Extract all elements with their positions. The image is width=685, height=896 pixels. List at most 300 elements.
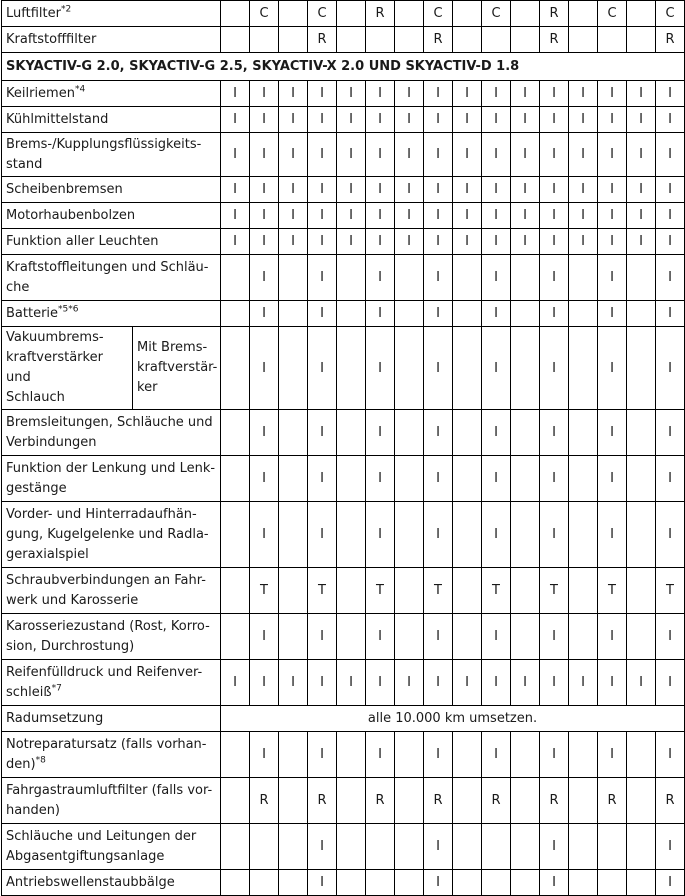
- interval-cell: [627, 778, 656, 824]
- interval-cell: I: [250, 203, 279, 229]
- interval-cell: I: [540, 301, 569, 327]
- interval-cell: I: [308, 229, 337, 255]
- row-label: [2, 410, 221, 456]
- interval-cell: R: [656, 27, 685, 53]
- interval-cell: I: [511, 133, 540, 177]
- interval-cell: I: [453, 177, 482, 203]
- interval-cell: I: [250, 502, 279, 568]
- interval-cell: R: [540, 778, 569, 824]
- interval-cell: [221, 502, 250, 568]
- row-label: [2, 177, 221, 203]
- table-row: [2, 177, 685, 203]
- row-label-text: Vorder- und Hinterradaufhän- gung, Kugelgelenke und Radla- geraxialspiel: [6, 506, 209, 562]
- interval-cell: [511, 255, 540, 301]
- interval-cell: [569, 1, 598, 27]
- interval-cell: R: [424, 27, 453, 53]
- interval-cell: [250, 27, 279, 53]
- interval-cell: [511, 732, 540, 778]
- row-label-text: Batterie: [6, 305, 59, 321]
- table-row: [2, 81, 685, 107]
- interval-cell: [511, 502, 540, 568]
- row-label: [2, 456, 221, 502]
- interval-cell: [337, 27, 366, 53]
- interval-cell: I: [279, 81, 308, 107]
- interval-cell: I: [598, 255, 627, 301]
- interval-cell: I: [250, 327, 279, 410]
- interval-cell: I: [424, 229, 453, 255]
- interval-cell: [337, 870, 366, 896]
- interval-cell: [453, 502, 482, 568]
- interval-cell: I: [598, 327, 627, 410]
- interval-cell: [569, 732, 598, 778]
- row-label-text: Karosseriezustand (Rost, Korro- sion, Durchrostung): [6, 618, 210, 654]
- table-row: [2, 27, 685, 53]
- interval-cell: [395, 410, 424, 456]
- interval-cell: [221, 614, 250, 660]
- interval-cell: [221, 327, 250, 410]
- table-row: [2, 778, 685, 824]
- interval-cell: [279, 27, 308, 53]
- interval-cell: C: [598, 1, 627, 27]
- table-row: [2, 824, 685, 870]
- interval-cell: I: [598, 177, 627, 203]
- interval-cell: I: [424, 614, 453, 660]
- interval-cell: [569, 614, 598, 660]
- interval-cell: I: [308, 614, 337, 660]
- interval-cell: [627, 502, 656, 568]
- interval-cell: R: [540, 1, 569, 27]
- interval-cell: [627, 614, 656, 660]
- interval-cell: [569, 502, 598, 568]
- interval-cell: [395, 568, 424, 614]
- interval-cell: I: [656, 229, 685, 255]
- interval-cell: I: [540, 177, 569, 203]
- interval-cell: I: [395, 203, 424, 229]
- interval-cell: [279, 732, 308, 778]
- interval-cell: [221, 27, 250, 53]
- interval-cell: I: [569, 203, 598, 229]
- interval-cell: I: [366, 732, 395, 778]
- section-header-row: [2, 53, 685, 81]
- interval-cell: I: [366, 614, 395, 660]
- interval-cell: [279, 1, 308, 27]
- interval-cell: [337, 301, 366, 327]
- interval-cell: I: [569, 107, 598, 133]
- interval-cell: I: [511, 660, 540, 706]
- interval-cell: I: [424, 81, 453, 107]
- interval-cell: I: [656, 660, 685, 706]
- interval-cell: [337, 824, 366, 870]
- interval-cell: I: [482, 177, 511, 203]
- interval-cell: [221, 824, 250, 870]
- interval-cell: [627, 824, 656, 870]
- interval-cell: I: [366, 255, 395, 301]
- interval-cell: I: [627, 660, 656, 706]
- interval-cell: I: [279, 660, 308, 706]
- interval-cell: I: [221, 177, 250, 203]
- interval-cell: [569, 27, 598, 53]
- interval-cell: I: [627, 81, 656, 107]
- interval-cell: [511, 27, 540, 53]
- interval-cell: R: [308, 27, 337, 53]
- interval-cell: I: [482, 81, 511, 107]
- interval-cell: I: [598, 502, 627, 568]
- interval-cell: [221, 301, 250, 327]
- table-row: [2, 870, 685, 896]
- interval-cell: I: [424, 456, 453, 502]
- row-sublabel-text: Mit Brems- kraftverstär- ker: [137, 340, 218, 395]
- interval-cell: I: [250, 107, 279, 133]
- interval-cell: I: [656, 502, 685, 568]
- table-row: [2, 255, 685, 301]
- table-row: [2, 301, 685, 327]
- interval-cell: [337, 614, 366, 660]
- interval-cell: I: [279, 229, 308, 255]
- interval-cell: [569, 824, 598, 870]
- interval-cell: T: [540, 568, 569, 614]
- interval-cell: I: [627, 203, 656, 229]
- interval-cell: I: [366, 203, 395, 229]
- interval-cell: I: [395, 229, 424, 255]
- interval-cell: [511, 327, 540, 410]
- interval-cell: I: [627, 107, 656, 133]
- interval-cell: I: [656, 81, 685, 107]
- interval-cell: I: [540, 81, 569, 107]
- footnote-marker: *4: [74, 84, 86, 95]
- table-row: [2, 456, 685, 502]
- table-row: [2, 133, 685, 177]
- interval-cell: [569, 456, 598, 502]
- interval-cell: [511, 410, 540, 456]
- interval-cell: [627, 568, 656, 614]
- table-row: [2, 107, 685, 133]
- interval-cell: R: [598, 778, 627, 824]
- interval-cell: [395, 870, 424, 896]
- interval-cell: [511, 870, 540, 896]
- row-label-text: Brems-/Kupplungsflüssigkeits- stand: [6, 136, 202, 172]
- table-row: [2, 614, 685, 660]
- interval-cell: I: [540, 133, 569, 177]
- interval-cell: I: [598, 107, 627, 133]
- interval-cell: I: [424, 177, 453, 203]
- interval-cell: R: [482, 778, 511, 824]
- row-label-text: Schraubverbindungen an Fahr- werk und Karosserie: [6, 572, 206, 608]
- interval-cell: I: [337, 81, 366, 107]
- interval-cell: [453, 870, 482, 896]
- section-header: SKYACTIV-G 2.0, SKYACTIV-G 2.5, SKYACTIV-X 2.0 UND SKYACTIV-D 1.8: [2, 53, 685, 81]
- interval-cell: [569, 870, 598, 896]
- interval-cell: I: [395, 660, 424, 706]
- row-label-text: Radumsetzung: [6, 710, 104, 726]
- interval-cell: C: [424, 1, 453, 27]
- interval-cell: [598, 824, 627, 870]
- interval-cell: I: [540, 107, 569, 133]
- interval-cell: [337, 255, 366, 301]
- interval-cell: [569, 327, 598, 410]
- interval-cell: [279, 410, 308, 456]
- interval-cell: [279, 568, 308, 614]
- interval-cell: I: [221, 107, 250, 133]
- interval-cell: I: [598, 614, 627, 660]
- interval-cell: I: [337, 177, 366, 203]
- interval-cell: I: [540, 870, 569, 896]
- interval-cell: T: [598, 568, 627, 614]
- interval-cell: I: [424, 133, 453, 177]
- row-label: [2, 502, 221, 568]
- interval-cell: I: [598, 203, 627, 229]
- interval-cell: R: [308, 778, 337, 824]
- interval-cell: I: [424, 660, 453, 706]
- interval-cell: [221, 778, 250, 824]
- interval-cell: I: [482, 732, 511, 778]
- interval-cell: I: [540, 660, 569, 706]
- row-label: [2, 133, 221, 177]
- footnote-marker: *2: [60, 4, 72, 15]
- table-row: [2, 1, 685, 27]
- maintenance-schedule-page: [1, 0, 685, 896]
- interval-cell: C: [308, 1, 337, 27]
- interval-cell: I: [366, 81, 395, 107]
- interval-cell: I: [250, 410, 279, 456]
- row-label-text: Motorhaubenbolzen: [6, 207, 136, 223]
- interval-cell: [453, 732, 482, 778]
- maintenance-schedule-table: [1, 0, 685, 896]
- interval-cell: [221, 410, 250, 456]
- interval-cell: I: [482, 502, 511, 568]
- row-label: [2, 870, 221, 896]
- interval-cell: [598, 27, 627, 53]
- row-label-text: Kühlmittelstand: [6, 111, 109, 127]
- interval-cell: I: [482, 327, 511, 410]
- interval-cell: I: [424, 107, 453, 133]
- interval-cell: I: [250, 229, 279, 255]
- interval-cell: I: [366, 133, 395, 177]
- interval-cell: [627, 410, 656, 456]
- interval-cell: I: [453, 229, 482, 255]
- interval-cell: [395, 778, 424, 824]
- interval-cell: I: [598, 133, 627, 177]
- interval-cell: I: [250, 133, 279, 177]
- interval-cell: [250, 824, 279, 870]
- interval-cell: I: [482, 107, 511, 133]
- interval-cell: [453, 568, 482, 614]
- interval-cell: I: [482, 614, 511, 660]
- row-label: [2, 706, 221, 732]
- interval-cell: I: [656, 732, 685, 778]
- interval-cell: [395, 327, 424, 410]
- table-row: [2, 502, 685, 568]
- interval-cell: [395, 27, 424, 53]
- interval-cell: I: [511, 229, 540, 255]
- interval-cell: T: [308, 568, 337, 614]
- interval-cell: I: [598, 660, 627, 706]
- interval-cell: [279, 255, 308, 301]
- table-row: [2, 410, 685, 456]
- interval-cell: I: [424, 502, 453, 568]
- interval-cell: [337, 456, 366, 502]
- interval-cell: I: [656, 824, 685, 870]
- interval-cell: [569, 410, 598, 456]
- interval-cell: [569, 301, 598, 327]
- interval-cell: [279, 870, 308, 896]
- interval-cell: I: [511, 203, 540, 229]
- interval-cell: [627, 301, 656, 327]
- interval-cell: I: [366, 327, 395, 410]
- interval-cell: R: [424, 778, 453, 824]
- interval-cell: I: [308, 81, 337, 107]
- interval-cell: I: [569, 660, 598, 706]
- interval-cell: I: [250, 732, 279, 778]
- interval-cell: I: [598, 301, 627, 327]
- interval-cell: I: [540, 327, 569, 410]
- footnote-marker: *8: [35, 755, 46, 766]
- interval-cell: [598, 870, 627, 896]
- interval-cell: [395, 732, 424, 778]
- row-label-text: Luftfilter: [6, 5, 61, 21]
- interval-cell: I: [221, 81, 250, 107]
- interval-cell: I: [482, 133, 511, 177]
- interval-cell: I: [279, 133, 308, 177]
- interval-cell: I: [482, 456, 511, 502]
- interval-cell: [279, 502, 308, 568]
- interval-cell: I: [482, 255, 511, 301]
- interval-cell: I: [656, 870, 685, 896]
- interval-cell: I: [656, 107, 685, 133]
- interval-cell: [395, 824, 424, 870]
- interval-cell: [221, 456, 250, 502]
- interval-cell: I: [366, 502, 395, 568]
- interval-cell: I: [598, 410, 627, 456]
- interval-cell: I: [656, 614, 685, 660]
- interval-cell: I: [482, 301, 511, 327]
- interval-cell: I: [308, 255, 337, 301]
- interval-cell: [569, 568, 598, 614]
- interval-cell: I: [366, 107, 395, 133]
- row-label: [2, 568, 221, 614]
- interval-cell: [395, 614, 424, 660]
- row-label-text: Reifenfülldruck und Reifenver- schleiß: [6, 664, 203, 700]
- interval-cell: I: [395, 107, 424, 133]
- interval-cell: [453, 824, 482, 870]
- interval-cell: I: [424, 824, 453, 870]
- interval-cell: I: [337, 229, 366, 255]
- row-label-text: Fahrgastraumluftfilter (falls vor- handen): [6, 782, 213, 818]
- interval-cell: I: [279, 107, 308, 133]
- interval-cell: I: [308, 301, 337, 327]
- interval-cell: [279, 301, 308, 327]
- interval-cell: [221, 870, 250, 896]
- interval-cell: I: [308, 327, 337, 410]
- interval-cell: I: [540, 255, 569, 301]
- row-label-text: Funktion aller Leuchten: [6, 233, 159, 249]
- row-label-text: Vakuumbrems- kraftverstärker und Schlauch: [6, 330, 104, 405]
- interval-cell: [337, 778, 366, 824]
- interval-cell: [627, 456, 656, 502]
- interval-cell: I: [221, 203, 250, 229]
- interval-cell: I: [250, 614, 279, 660]
- interval-cell: I: [424, 870, 453, 896]
- interval-cell: I: [366, 301, 395, 327]
- interval-cell: I: [511, 107, 540, 133]
- row-label: [2, 229, 221, 255]
- interval-cell: [221, 732, 250, 778]
- interval-cell: I: [424, 301, 453, 327]
- interval-cell: [453, 327, 482, 410]
- interval-cell: R: [366, 1, 395, 27]
- footnote-marker: *7: [51, 683, 62, 694]
- interval-cell: I: [221, 229, 250, 255]
- interval-cell: I: [308, 203, 337, 229]
- interval-cell: I: [424, 203, 453, 229]
- interval-cell: I: [250, 660, 279, 706]
- row-label: [2, 107, 221, 133]
- interval-cell: I: [366, 660, 395, 706]
- interval-cell: [453, 1, 482, 27]
- interval-cell: C: [482, 1, 511, 27]
- interval-cell: I: [424, 410, 453, 456]
- interval-cell: I: [511, 177, 540, 203]
- interval-cell: I: [337, 203, 366, 229]
- interval-cell: I: [569, 81, 598, 107]
- interval-cell: I: [656, 410, 685, 456]
- interval-cell: [511, 824, 540, 870]
- interval-cell: I: [598, 732, 627, 778]
- interval-cell: T: [656, 568, 685, 614]
- row-label: [2, 778, 221, 824]
- interval-cell: I: [308, 177, 337, 203]
- interval-cell: [366, 870, 395, 896]
- interval-cell: I: [308, 824, 337, 870]
- interval-cell: [453, 301, 482, 327]
- interval-cell: [511, 1, 540, 27]
- interval-cell: [279, 456, 308, 502]
- interval-cell: I: [482, 229, 511, 255]
- interval-cell: [395, 502, 424, 568]
- interval-cell: [569, 255, 598, 301]
- interval-cell: I: [482, 660, 511, 706]
- interval-cell: I: [308, 660, 337, 706]
- interval-cell: R: [366, 778, 395, 824]
- interval-cell: [221, 255, 250, 301]
- interval-cell: I: [424, 327, 453, 410]
- interval-cell: I: [453, 660, 482, 706]
- row-label: [2, 1, 221, 27]
- interval-cell: I: [279, 203, 308, 229]
- table-row: [2, 568, 685, 614]
- interval-cell: I: [540, 502, 569, 568]
- interval-cell: I: [656, 177, 685, 203]
- interval-cell: I: [250, 301, 279, 327]
- table-row: [2, 732, 685, 778]
- interval-cell: [511, 568, 540, 614]
- interval-cell: I: [250, 255, 279, 301]
- table-row: [2, 327, 685, 410]
- interval-cell: [279, 327, 308, 410]
- interval-cell: [627, 1, 656, 27]
- row-label: [2, 327, 133, 410]
- interval-cell: [337, 502, 366, 568]
- interval-cell: [627, 870, 656, 896]
- interval-cell: I: [453, 203, 482, 229]
- interval-cell: [395, 255, 424, 301]
- row-label: [2, 27, 221, 53]
- row-label-text: Schläuche und Leitungen der Abgasentgiftungsanlage: [6, 828, 197, 864]
- row-sublabel: [133, 327, 221, 410]
- interval-cell: [482, 27, 511, 53]
- interval-cell: I: [395, 133, 424, 177]
- interval-cell: I: [337, 660, 366, 706]
- interval-cell: [279, 778, 308, 824]
